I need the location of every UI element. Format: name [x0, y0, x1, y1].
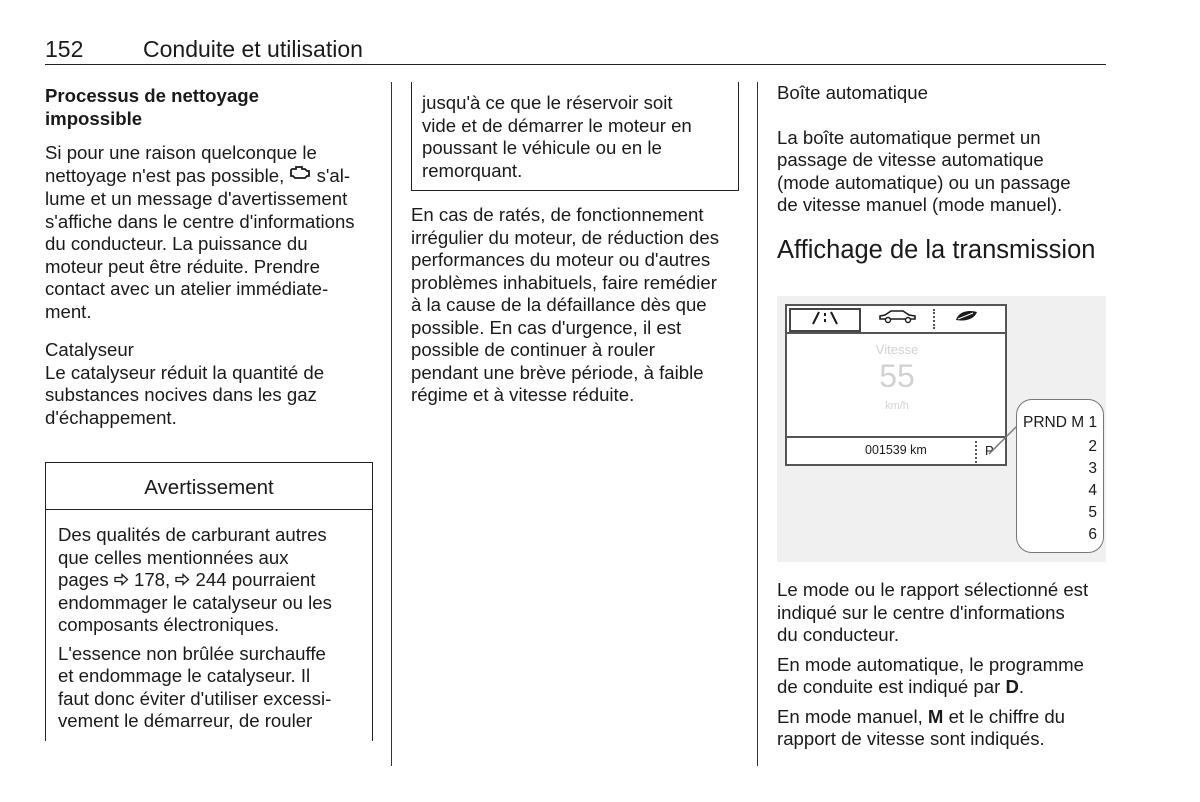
page-header — [45, 34, 1106, 65]
warning-box-continued — [411, 82, 739, 191]
warning-line: faut donc éviter d'utiliser excessi- — [58, 687, 332, 709]
body-line: Le mode ou le rapport sélectionné est — [777, 579, 1089, 600]
body-line: régime et à vitesse réduite. — [411, 384, 635, 405]
page-number: 152 — [45, 36, 84, 62]
engine-warning-icon — [289, 165, 311, 189]
body-line: En mode manuel, M et le chiffre du — [777, 705, 1066, 727]
column-3-continued — [777, 579, 1107, 751]
current-gear: P — [985, 443, 994, 458]
gear-selector-label: PRND M 1 — [1023, 414, 1098, 431]
section-heading-transmission-display: Affichage de la transmission — [777, 235, 1096, 264]
body-line: de conduite est indiqué par D. — [777, 676, 1025, 697]
body-line: problèmes inhabituels, faire remédier — [411, 271, 717, 293]
gear-number: 4 — [1088, 482, 1097, 499]
chapter-title: Conduite et utilisation — [143, 36, 363, 62]
body-line: à la cause de la défaillance dès que — [411, 294, 707, 315]
speed-label: Vitesse — [875, 342, 919, 357]
warning-line: remorquant. — [422, 159, 523, 181]
transmission-display-figure — [777, 296, 1106, 562]
body-line: lume et un message d'avertissement — [45, 188, 348, 209]
body-line: d'échappement. — [45, 406, 177, 428]
body-line: Le catalyseur réduit la quantité de — [45, 361, 325, 383]
column-1 — [45, 85, 375, 429]
body-line: performances du moteur ou d'autres — [411, 249, 711, 270]
body-line: rapport de vitesse sont indiqués. — [777, 728, 1045, 749]
body-line: nettoyage n'est pas possible, s'al- — [45, 165, 375, 189]
warning-line: pages 178, 244 pourraient — [58, 569, 316, 590]
warning-line: et endommage le catalyseur. Il — [58, 665, 311, 686]
body-line: irrégulier du moteur, de réduction des — [411, 226, 720, 248]
body-line: (mode automatique) ou un passage — [777, 171, 1071, 193]
gear-number: 6 — [1088, 526, 1097, 543]
page-reference-arrow-icon — [175, 569, 190, 590]
warning-line: composants électroniques. — [58, 614, 280, 635]
body-line: indiqué sur le centre d'informations — [777, 601, 1065, 623]
warning-line: poussant le véhicule ou en le — [422, 137, 662, 158]
column-2 — [411, 204, 741, 407]
body-line: passage de vitesse automatique — [777, 149, 1044, 170]
section-title-automatic-gearbox: Boîte automatique — [777, 82, 928, 103]
body-line: du conducteur. — [777, 624, 899, 645]
body-line: En mode automatique, le programme — [777, 653, 1084, 675]
warning-title: Avertissement — [46, 463, 372, 510]
column-divider — [391, 82, 392, 766]
body-line: possible de continuer à rouler — [411, 339, 655, 360]
warning-box — [45, 462, 373, 741]
body-line: du conducteur. La puissance du — [45, 233, 308, 254]
gear-number: 3 — [1088, 460, 1097, 477]
warning-line: L'essence non brûlée surchauffe — [58, 642, 326, 664]
body-line: La boîte automatique permet un — [777, 126, 1041, 148]
column-3 — [777, 82, 1107, 264]
body-line: Si pour une raison quelconque le — [45, 142, 317, 163]
speed-unit: km/h — [885, 400, 909, 412]
speed-value: 55 — [879, 358, 915, 394]
body-line: pendant une brève période, à faible — [411, 361, 704, 383]
gear-number: 2 — [1088, 438, 1097, 455]
body-line: contact avec un atelier immédiate- — [45, 278, 329, 299]
section-heading-cleaning: impossible — [45, 107, 143, 129]
warning-line: vide et de démarrer le moteur en — [422, 114, 692, 136]
warning-line: Des qualités de carburant autres — [58, 524, 327, 545]
odometer: 001539 km — [865, 443, 927, 457]
gear-indicator-callout — [1016, 399, 1104, 553]
body-line: ment. — [45, 300, 92, 322]
warning-line: jusqu'à ce que le réservoir soit — [422, 92, 673, 113]
column-divider — [757, 82, 758, 766]
warning-line: endommager le catalyseur ou les — [58, 591, 332, 613]
body-line: substances nocives dans les gaz — [45, 384, 317, 405]
section-heading-catalyst: Catalyseur — [45, 339, 134, 360]
body-line: En cas de ratés, de fonctionnement — [411, 204, 704, 225]
warning-line: que celles mentionnées aux — [58, 546, 289, 568]
warning-line: vement le démarreur, de rouler — [58, 710, 313, 731]
body-line: de vitesse manuel (mode manuel). — [777, 194, 1063, 215]
page-reference-arrow-icon — [114, 569, 129, 590]
gear-number: 5 — [1088, 504, 1097, 521]
body-line: possible. En cas d'urgence, il est — [411, 316, 682, 338]
body-line: moteur peut être réduite. Prendre — [45, 255, 320, 277]
body-line: s'affiche dans le centre d'informations — [45, 210, 355, 232]
section-heading-cleaning: Processus de nettoyage — [45, 85, 259, 106]
